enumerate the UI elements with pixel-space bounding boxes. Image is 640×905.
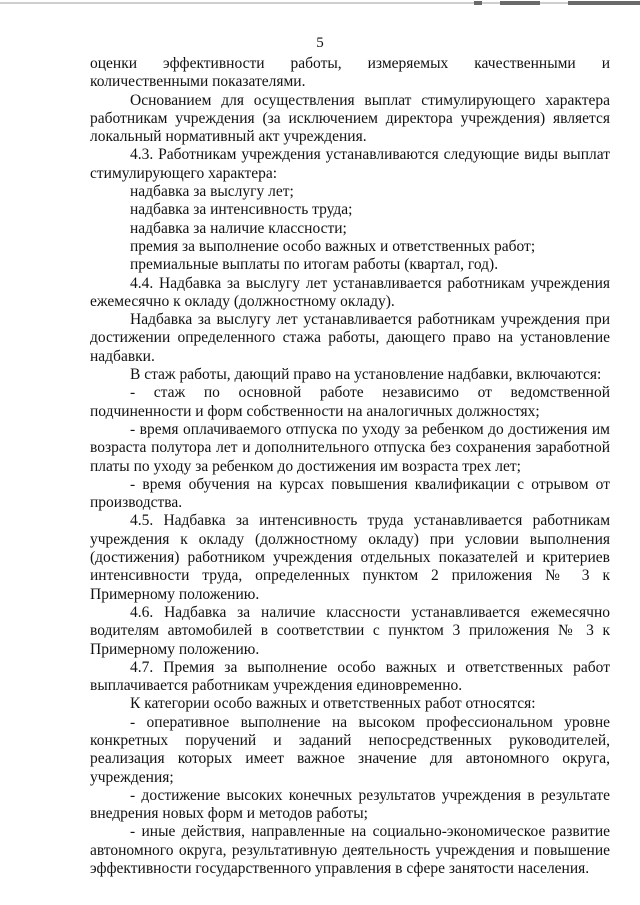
paragraph: В стаж работы, дающий право на установление надбавки, включаются: (130, 366, 602, 384)
scan-mark (568, 1, 640, 5)
list-item: - иные действия, направленные на социально-экономическое развитие автономного округа, результативную деятельность учреждения и повышение эффективности государственного управления в сфере занятости населения. (90, 823, 610, 878)
list-item: - достижение высоких конечных результатов учреждения в результате внедрения новых форм и методов работы; (90, 786, 610, 823)
scan-mark (500, 1, 540, 5)
scan-top-edge (0, 2, 640, 4)
paragraph: К категории особо важных и ответственных работ относятся: (130, 695, 536, 713)
list-item: надбавка за наличие классности; (130, 219, 347, 237)
section-4-3-paragraph: 4.3. Работникам учреждения устанавливаются следующие виды выплат стимулирующего характера: (90, 146, 610, 182)
list-item: - время обучения на курсах повышения квалификации с отрывом от производства. (90, 475, 610, 512)
list-item: надбавка за выслугу лет; (130, 183, 294, 201)
paragraph: Основанием для осуществления выплат стимулирующего характера работникам учреждения (за исключением директора учреждения) является локальный нормативный акт учреждения. (90, 91, 610, 146)
paragraph: оценки эффективности работы, измеряемых качественными и количественными показателями. (90, 55, 610, 91)
list-item: надбавка за интенсивность труда; (130, 201, 353, 219)
paragraph: Надбавка за выслугу лет устанавливается работникам учреждения при достижении определенного стажа работы, дающего право на установление надбавки. (90, 311, 610, 365)
list-item: - время оплачиваемого отпуска по уходу за ребенком до достижения им возраста полутора лет и дополнительного отпуска без сохранения заработной платы по уходу за ребенком до достижения им возраста трех лет; (90, 420, 610, 475)
document-body (90, 55, 610, 878)
list-item: - оперативное выполнение на высоком профессиональном уровне конкретных поручений и заданий непосредственных руководителей, реализация которых имеет важное значение для автономного округа, учреждения; (90, 713, 610, 786)
scan-mark (474, 1, 482, 5)
section-4-7-paragraph: 4.7. Премия за выполнение особо важных и ответственных работ выплачивается работникам учреждения единовременно. (90, 658, 610, 695)
section-4-6-paragraph: 4.6. Надбавка за наличие классности устанавливается ежемесячно водителям автомобилей в соответствии с пунктом 3 приложения № 3 к Примерному положению. (90, 603, 610, 658)
list-item: - стаж по основной работе независимо от ведомственной подчиненности и форм собственности на аналогичных должностях; (90, 384, 610, 420)
section-4-5-paragraph: 4.5. Надбавка за интенсивность труда устанавливается работникам учреждения к окладу (должностному окладу) при условии выполнения (достижения) работником учреждения отдельных показателей и критериев интенсивности труда, определенных пунктом 2 приложения № 3 к Примерному положению. (90, 512, 610, 603)
list-item: премия за выполнение особо важных и ответственных работ; (130, 237, 536, 255)
page-number: 5 (316, 35, 324, 51)
section-4-4-paragraph: 4.4. Надбавка за выслугу лет устанавливается работникам учреждения ежемесячно к окладу (должностному окладу). (90, 274, 610, 310)
list-item: премиальные выплаты по итогам работы (квартал, год). (130, 256, 499, 274)
